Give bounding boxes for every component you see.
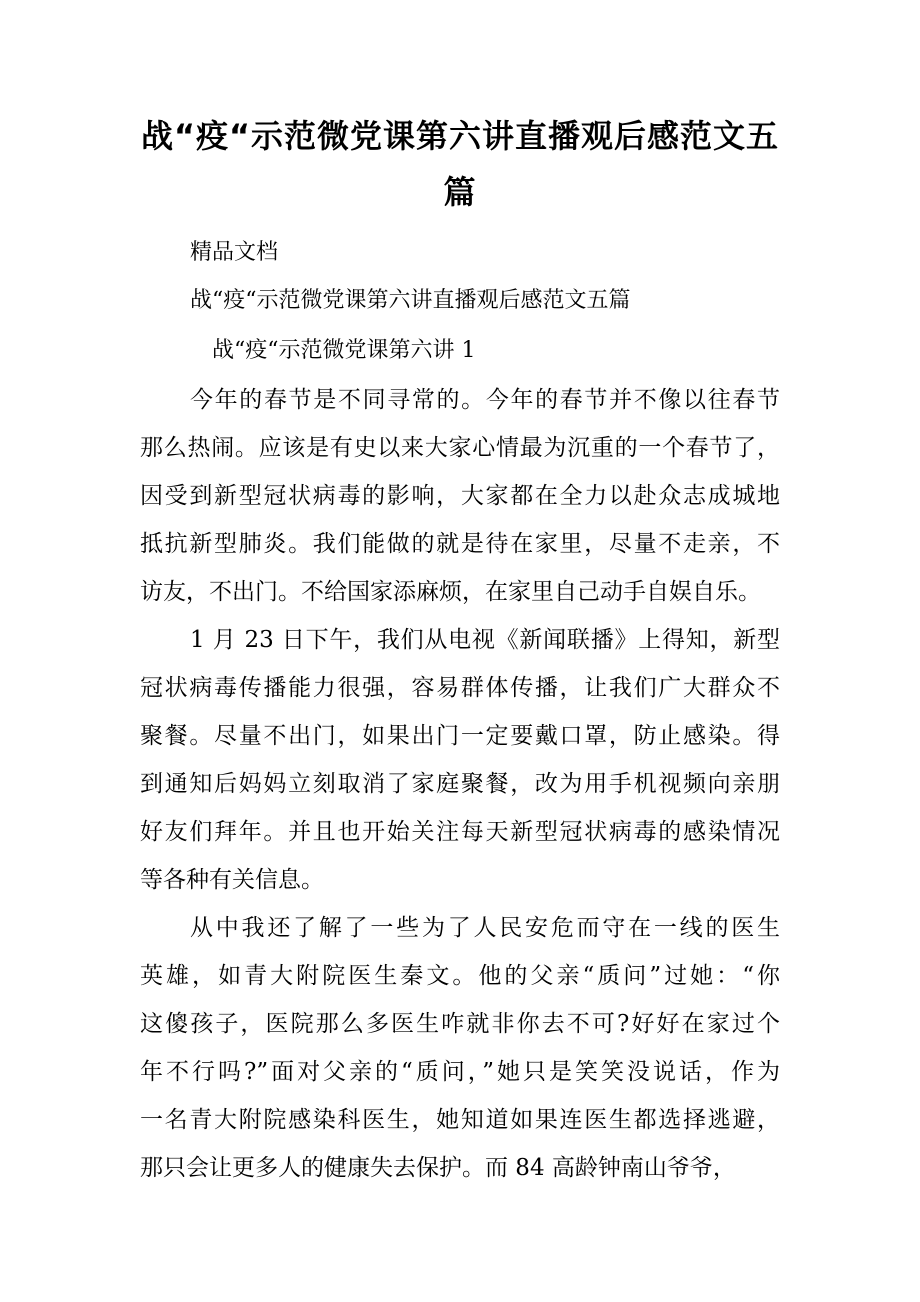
paragraph-line: 好友们拜年。并且也开始关注每天新型冠状病毒的感染情况: [140, 819, 780, 845]
paragraph-line: 等各种有关信息。: [140, 867, 324, 893]
paragraph-line: 那只会让更多人的健康失去保护。而 84 高龄钟南山爷爷，: [140, 1155, 736, 1181]
paragraph-3: [140, 904, 780, 1192]
paragraph-1: [140, 376, 780, 616]
title-line-1: 战“疫“示范微党课第六讲直播观后感范文五: [140, 117, 780, 155]
paragraph-line: 从中我还了解了一些为了人民安危而守在一线的医生: [190, 915, 780, 941]
paragraph-line: 抵抗新型肺炎。我们能做的就是待在家里，尽量不走亲，不: [140, 531, 780, 557]
paragraph-line: 因受到新型冠状病毒的影响，大家都在全力以赴众志成城地: [140, 483, 780, 509]
paragraph-line: 聚餐。尽量不出门，如果出门一定要戴口罩，防止感染。得: [140, 723, 780, 749]
brand-label: 精品文档: [190, 240, 279, 265]
paragraph-line: 年不行吗?”面对父亲的“质问，”她只是笑笑没说话，作为: [140, 1059, 780, 1085]
paragraph-line: 那么热闹。应该是有史以来大家心情最为沉重的一个春节了，: [140, 435, 780, 461]
paragraph-line: 今年的春节是不同寻常的。今年的春节并不像以往春节: [190, 387, 780, 413]
paragraph-line: 访友，不出门。不给国家添麻烦，在家里自己动手自娱自乐。: [140, 579, 761, 605]
paragraph-line: 一名青大附院感染科医生，她知道如果连医生都选择逃避，: [140, 1107, 780, 1133]
paragraph-line: 冠状病毒传播能力很强，容易群体传播，让我们广大群众不: [140, 675, 780, 701]
paragraph-line: 到通知后妈妈立刻取消了家庭聚餐，改为用手机视频向亲朋: [140, 771, 780, 797]
title-line-2: 篇: [443, 173, 477, 211]
document-subtitle: 战“疫“示范微党课第六讲直播观后感范文五篇: [190, 288, 631, 313]
paragraph-2: [140, 616, 780, 904]
paragraph-line: 这傻孩子，医院那么多医生咋就非你去不可?好好在家过个: [140, 1011, 780, 1037]
document-title: [140, 108, 780, 220]
paragraph-line: 英雄，如青大附院医生秦文。他的父亲“质问”过她：“你: [140, 963, 780, 989]
section-heading: 战“疫“示范微党课第六讲 1: [212, 338, 476, 363]
paragraph-line: 1 月 23 日下午，我们从电视《新闻联播》上得知，新型: [190, 627, 780, 653]
